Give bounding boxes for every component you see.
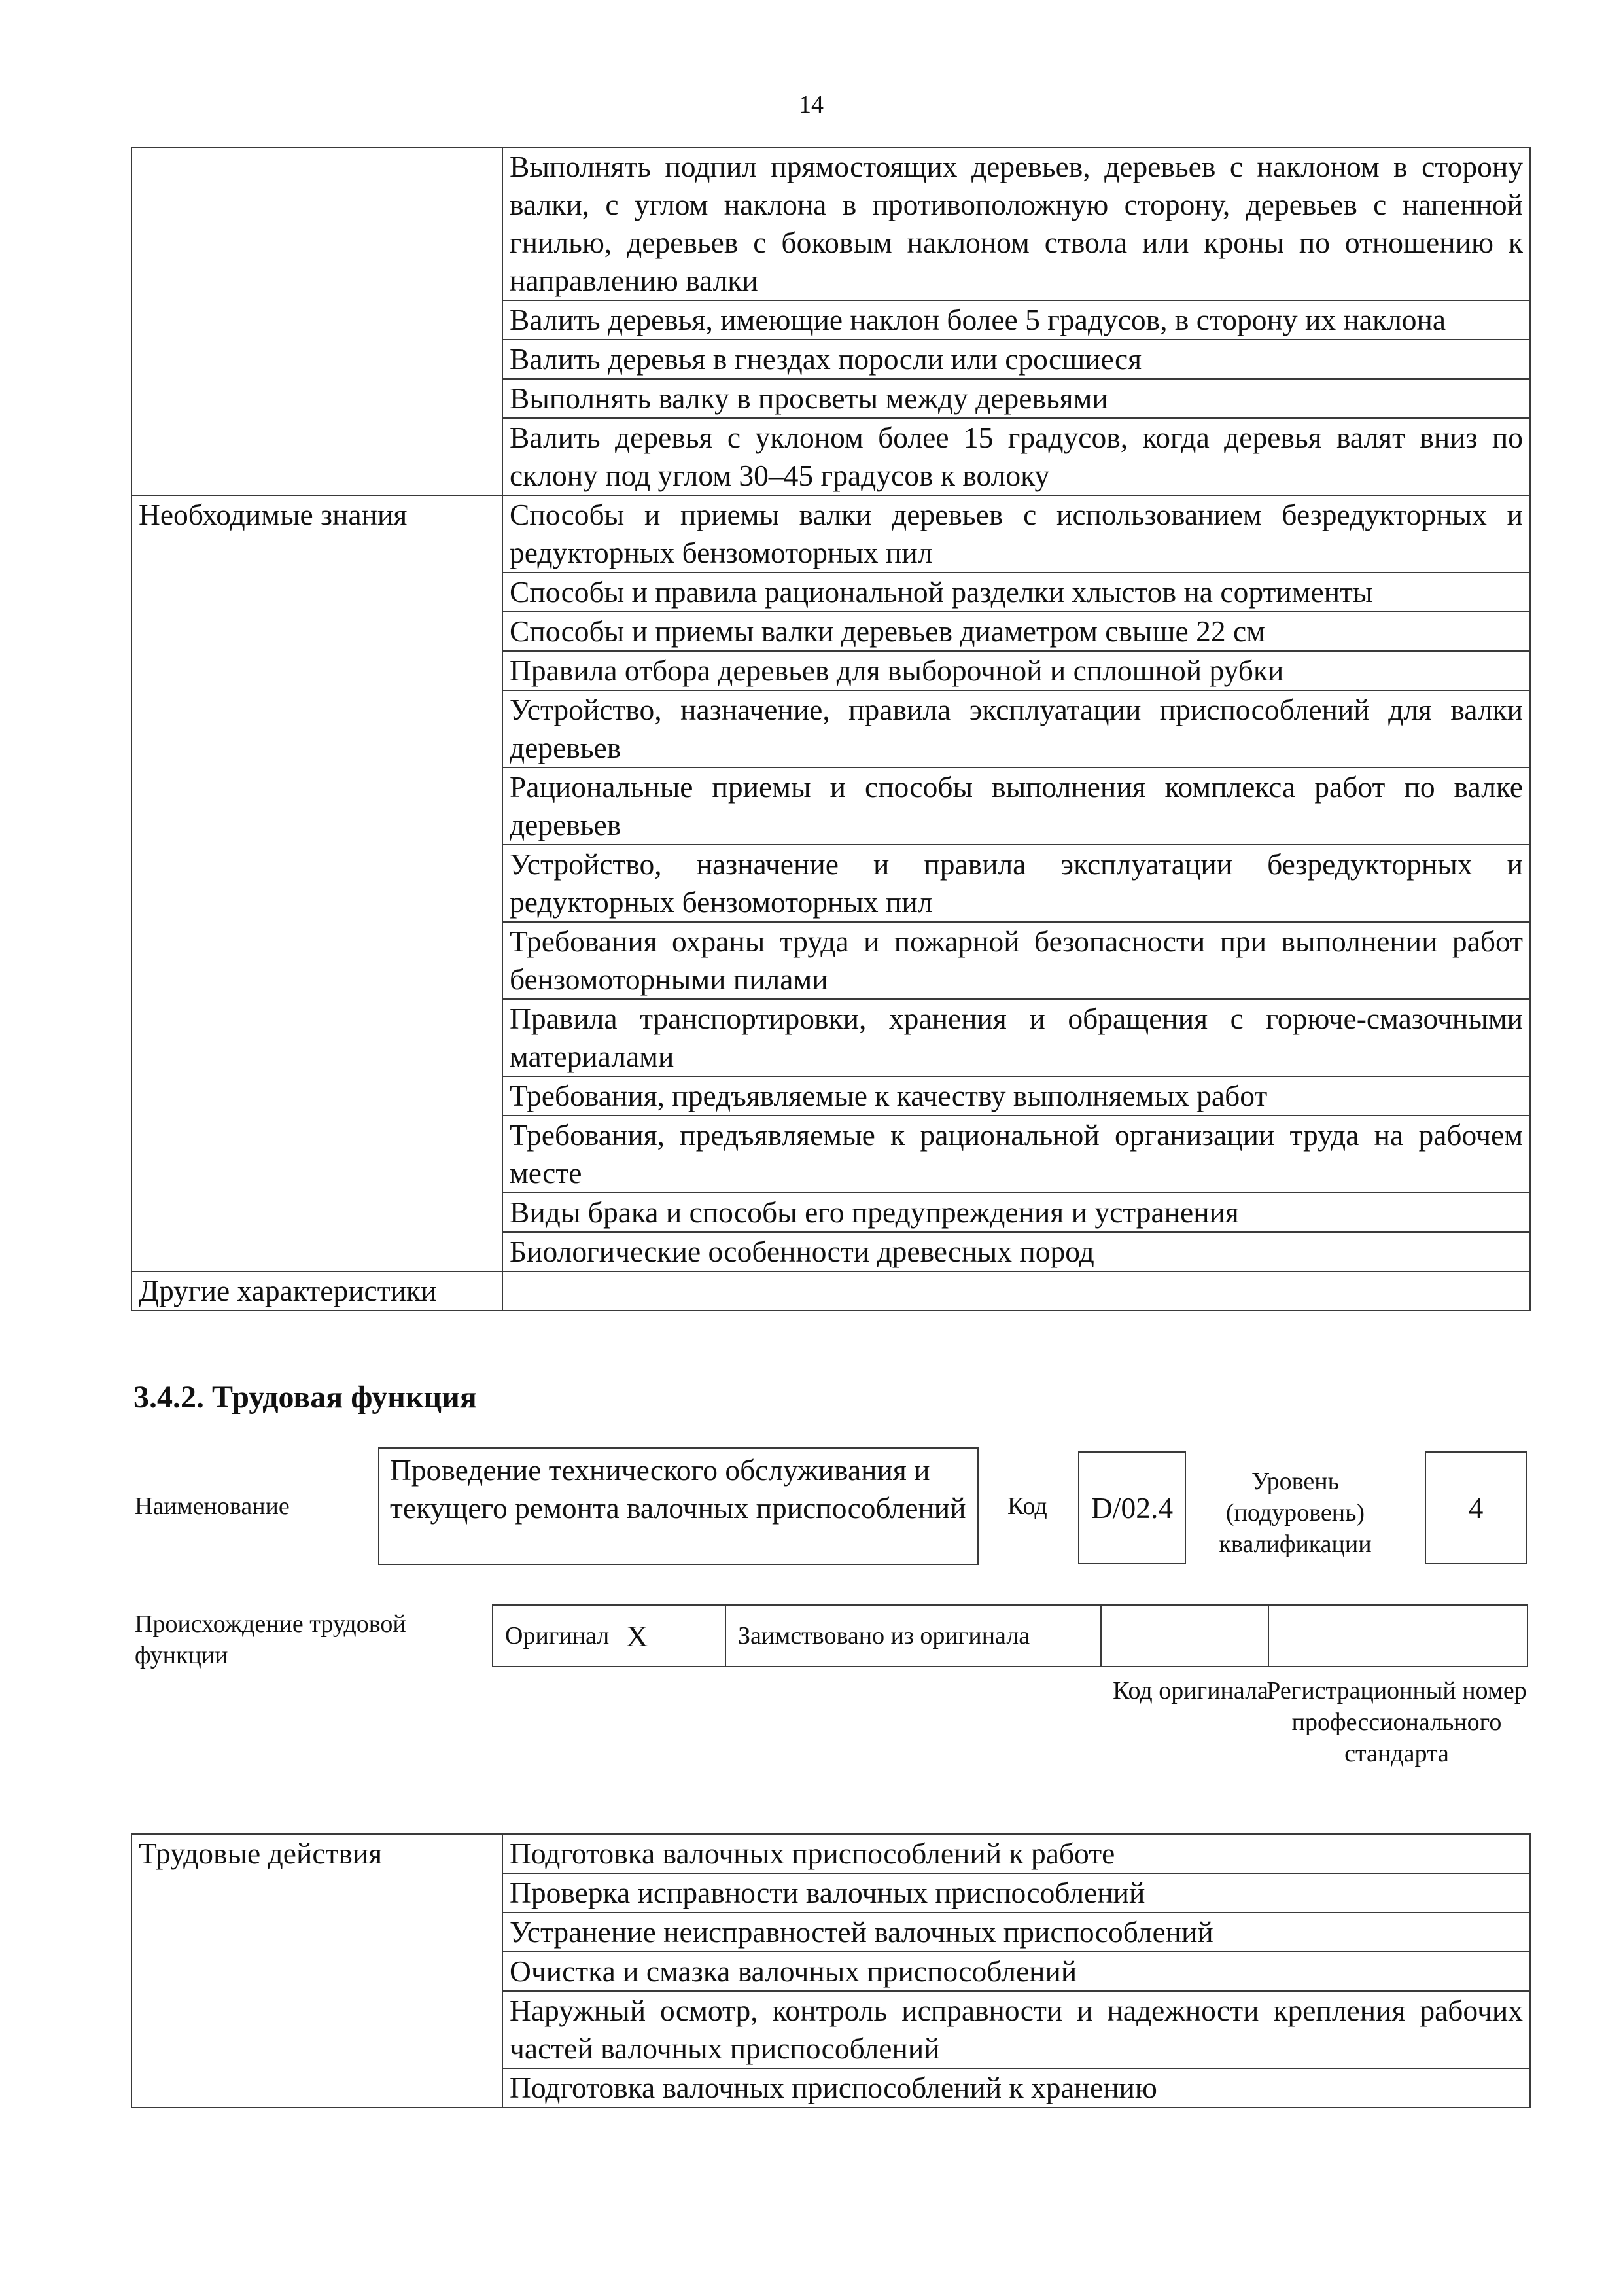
section-title: 3.4.2. Трудовая функция	[133, 1380, 477, 1415]
origin-label: Происхождение трудовой функции	[135, 1610, 406, 1669]
page-number: 14	[799, 91, 824, 118]
table-cell: Наружный осмотр, контроль исправности и надежности крепления рабочих частей валочных приспособлений	[502, 1991, 1530, 2068]
table-cell: Проверка исправности валочных приспособлений	[502, 1873, 1530, 1913]
table-cell: Правила отбора деревьев для выборочной и сплошной рубки	[502, 651, 1530, 690]
reg-number-cell	[1269, 1606, 1529, 1666]
code-original-cell	[1102, 1606, 1269, 1666]
table-cell: Выполнять подпил прямостоящих деревьев, деревьев с наклоном в сторону валки, с углом наклона в противоположную сторону, деревьев с напенной гнилью, деревьев с боковым наклоном ствола или кроны по отношению к направлению валки	[502, 147, 1530, 300]
table-cell: Валить деревья, имеющие наклон более 5 градусов, в сторону их наклона	[502, 300, 1530, 340]
code-value-box: D/02.4	[1078, 1451, 1186, 1564]
level-label: Уровень (подуровень) квалификации	[1219, 1468, 1372, 1558]
table-cell: Валить деревья с уклоном более 15 градусов, когда деревья валят вниз по склону под углом 30–45 градусов к волоку	[502, 418, 1530, 495]
skills-knowledge-table	[131, 147, 1531, 1311]
table-cell: Виды брака и способы его предупреждения и устранения	[502, 1193, 1530, 1232]
table-cell: Очистка и смазка валочных приспособлений	[502, 1952, 1530, 1991]
table-cell: Выполнять валку в просветы между деревьями	[502, 379, 1530, 418]
table-cell: Валить деревья в гнездах поросли или сросшиеся	[502, 340, 1530, 379]
original-cell	[493, 1606, 726, 1666]
table-cell: Способы и приемы валки деревьев с использованием безредукторных и редукторных бензомоторных пил	[502, 495, 1530, 573]
table-cell: Требования, предъявляемые к рациональной организации труда на рабочем месте	[502, 1116, 1530, 1193]
table-cell: Устранение неисправностей валочных приспособлений	[502, 1913, 1530, 1952]
row-group-label: Необходимые знания	[131, 495, 502, 1271]
table-row	[131, 147, 1530, 300]
table-cell: Устройство, назначение, правила эксплуатации приспособлений для валки деревьев	[502, 690, 1530, 768]
table-row	[131, 1834, 1530, 1873]
table-cell: Биологические особенности древесных пород	[502, 1232, 1530, 1271]
row-group-label	[131, 147, 502, 495]
function-name-box: Проведение технического обслуживания и текущего ремонта валочных приспособлений	[378, 1447, 979, 1565]
name-label: Наименование	[135, 1492, 290, 1520]
code-label: Код	[1007, 1492, 1047, 1520]
table-cell: Способы и правила рациональной разделки хлыстов на сортименты	[502, 573, 1530, 612]
table-row	[131, 1271, 1530, 1311]
table-cell: Требования, предъявляемые к качеству выполняемых работ	[502, 1076, 1530, 1116]
row-group-label: Трудовые действия	[131, 1834, 502, 2108]
labor-actions-table	[131, 1833, 1531, 2108]
code-original-caption: Код оригинала	[1113, 1677, 1268, 1704]
borrowed-cell: Заимствовано из оригинала	[726, 1606, 1102, 1666]
row-group-label: Другие характеристики	[131, 1271, 502, 1311]
table-cell: Правила транспортировки, хранения и обращения с горюче-смазочными материалами	[502, 999, 1530, 1076]
table-cell: Подготовка валочных приспособлений к хранению	[502, 2068, 1530, 2108]
table-cell: Устройство, назначение и правила эксплуатации безредукторных и редукторных бензомоторных пил	[502, 845, 1530, 922]
table-cell: Подготовка валочных приспособлений к работе	[502, 1834, 1530, 1873]
table-cell: Рациональные приемы и способы выполнения комплекса работ по валке деревьев	[502, 768, 1530, 845]
original-mark: X	[626, 1619, 648, 1653]
table-row	[131, 495, 1530, 573]
level-value-box: 4	[1425, 1451, 1527, 1564]
reg-number-caption: Регистрационный номер профессионального стандарта	[1266, 1677, 1527, 1767]
table-cell	[502, 1271, 1530, 1311]
table-cell: Способы и приемы валки деревьев диаметром свыше 22 см	[502, 612, 1530, 651]
original-label: Оригинал	[505, 1622, 610, 1650]
origin-row	[492, 1604, 1528, 1667]
table-cell: Требования охраны труда и пожарной безопасности при выполнении работ бензомоторными пилами	[502, 922, 1530, 999]
